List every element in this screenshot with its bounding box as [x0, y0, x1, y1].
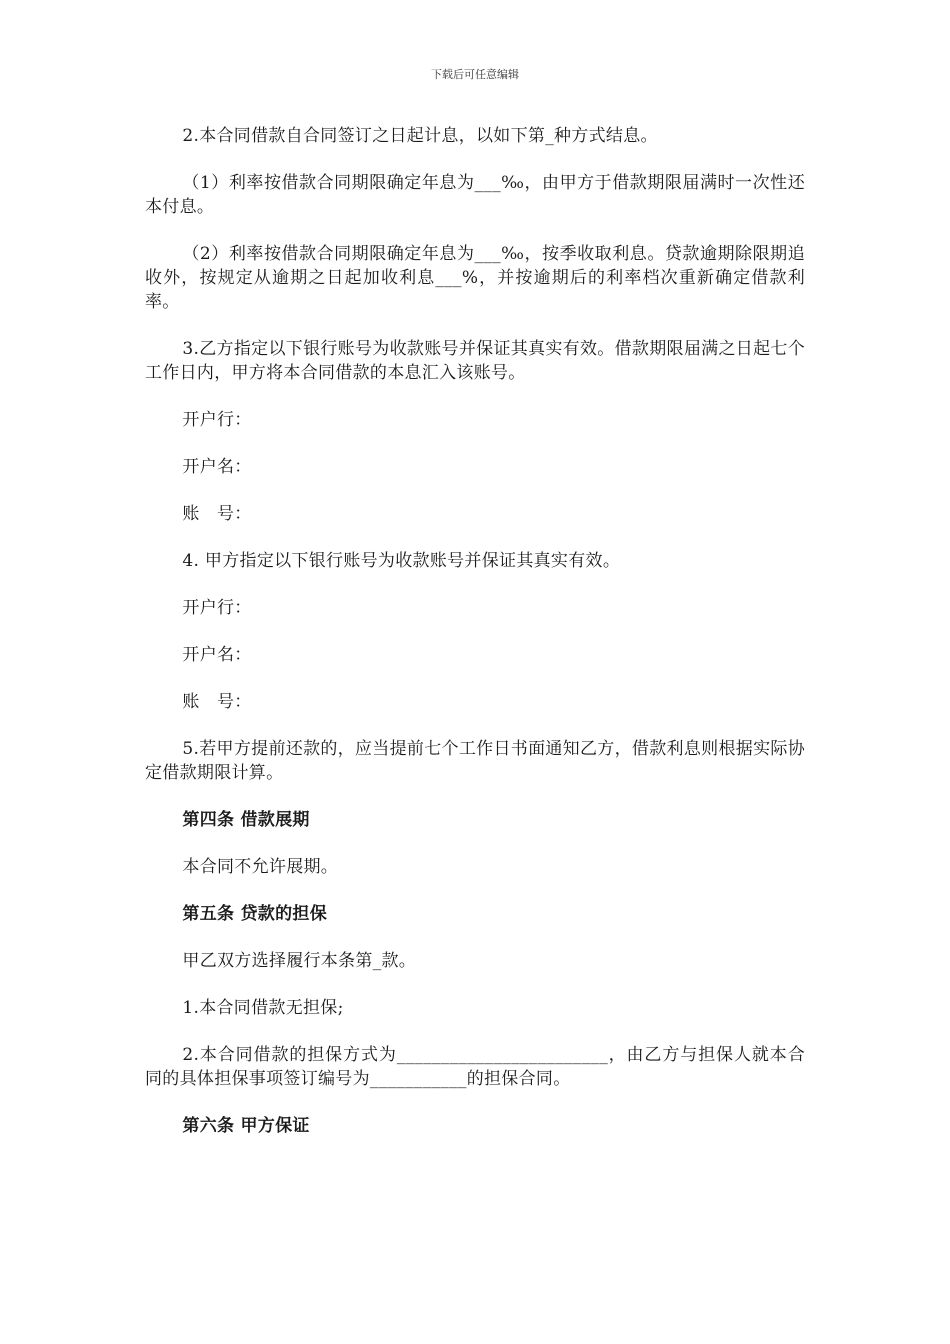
clause-paragraph: 甲乙双方选择履行本条第_款。: [182, 951, 417, 971]
clause-paragraph: 5.若甲方提前还款的，应当提前七个工作日书面通知乙方，借款利息则根据实际协定借款期限计算。: [145, 739, 805, 783]
document-body: [145, 124, 805, 1161]
bank-field-label: 开户行：: [182, 410, 252, 430]
bank-field-label: 开户名：: [182, 645, 252, 665]
article-heading: 第四条 借款展期: [182, 810, 310, 830]
clause-paragraph: 2.本合同借款的担保方式为________________________，由乙方与担保人就本合同的具体担保事项签订编号为___________的担保合同。: [145, 1045, 805, 1089]
clause-paragraph: （1）利率按借款合同期限确定年息为___‰，由甲方于借款期限届满时一次性还本付息。: [145, 173, 805, 217]
clause-paragraph: 4. 甲方指定以下银行账号为收款账号并保证其真实有效。: [182, 551, 621, 571]
bank-field-label: 账 号：: [182, 692, 252, 712]
clause-paragraph: 2.本合同借款自合同签订之日起计息，以如下第_种方式结息。: [182, 126, 658, 146]
article-heading: 第五条 贷款的担保: [182, 904, 328, 924]
clause-paragraph: 3.乙方指定以下银行账号为收款账号并保证其真实有效。借款期限届满之日起七个工作日内，甲方将本合同借款的本息汇入该账号。: [145, 339, 805, 383]
article-heading: 第六条 甲方保证: [182, 1116, 310, 1136]
bank-field-label: 账 号：: [182, 504, 252, 524]
clause-paragraph: （2）利率按借款合同期限确定年息为___‰，按季收取利息。贷款逾期除限期追收外，按规定从逾期之日起加收利息___%，并按逾期后的利率档次重新确定借款利率。: [145, 244, 805, 312]
bank-field-label: 开户名：: [182, 457, 252, 477]
clause-paragraph: 1.本合同借款无担保;: [182, 998, 344, 1018]
clause-paragraph: 本合同不允许展期。: [182, 857, 339, 877]
page-header-note: 下载后可任意编辑: [431, 68, 519, 81]
bank-field-label: 开户行：: [182, 598, 252, 618]
